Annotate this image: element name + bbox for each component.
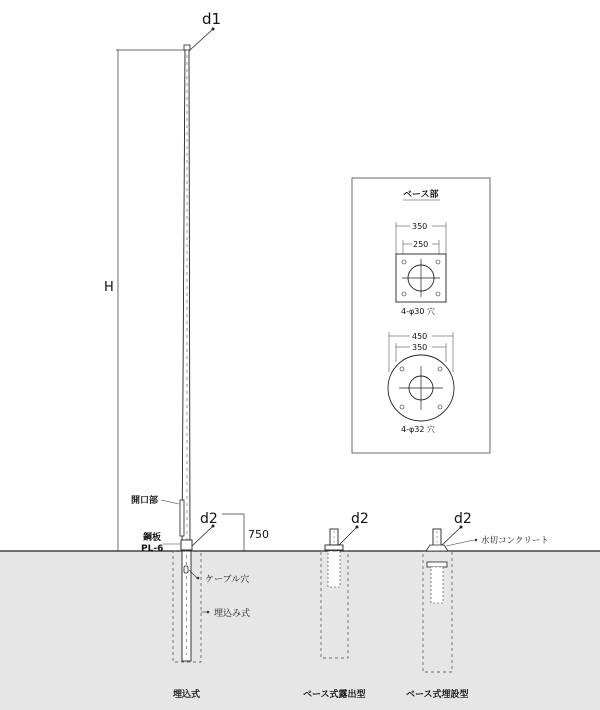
concrete-label: 水切コンクリート [481, 536, 549, 546]
d2-label-exposed: d2 [351, 511, 369, 527]
exposed-variant-name: ベース式露出型 [303, 690, 366, 700]
circle-holes-label: 4-φ32 穴 [401, 425, 435, 434]
opening-label: 開口部 [131, 496, 159, 506]
plate-label-2: PL-6 [141, 544, 164, 554]
ground-area [0, 551, 600, 710]
exposed-base-plate [325, 545, 343, 550]
cable-hole [184, 566, 188, 573]
plate-label-1: 鋼板 [143, 533, 162, 543]
square-inner-dim: 250 [413, 240, 429, 249]
top-diameter [190, 10, 221, 50]
opening-rect [180, 500, 184, 536]
circle-inner-dim: 350 [412, 343, 428, 352]
750-label: 750 [248, 528, 269, 541]
pole-shaft [182, 47, 190, 551]
height-label: H [104, 280, 114, 295]
d2-label-buried: d2 [454, 511, 472, 527]
buried-anchor-bolts [431, 567, 443, 603]
buried-variant-name: ベース式埋設型 [406, 690, 469, 700]
steel-plate [181, 540, 192, 550]
base-diameter-main [192, 511, 218, 546]
base-detail-panel [352, 178, 490, 453]
buried-concrete-cap [426, 545, 448, 551]
opening-leader [161, 500, 179, 504]
embedded-variant-name: 埋込式 [173, 690, 201, 700]
d1-label: d1 [202, 10, 222, 28]
square-holes-label: 4-φ30 穴 [401, 307, 435, 316]
cable-hole-label: ケーブル穴 [205, 575, 250, 585]
height-dimension [104, 50, 186, 551]
base-detail-title: ベース部 [403, 190, 439, 200]
d2-label-main: d2 [200, 511, 218, 527]
square-outer-dim: 350 [412, 222, 428, 231]
exposed-anchor-bolts [328, 551, 340, 587]
circle-outer-dim: 450 [412, 332, 428, 341]
buried-base-plate [427, 562, 447, 567]
above-ground-dimension [222, 514, 269, 551]
pole-top-cap [184, 45, 190, 50]
embed-label: 埋込み式 [214, 609, 251, 619]
